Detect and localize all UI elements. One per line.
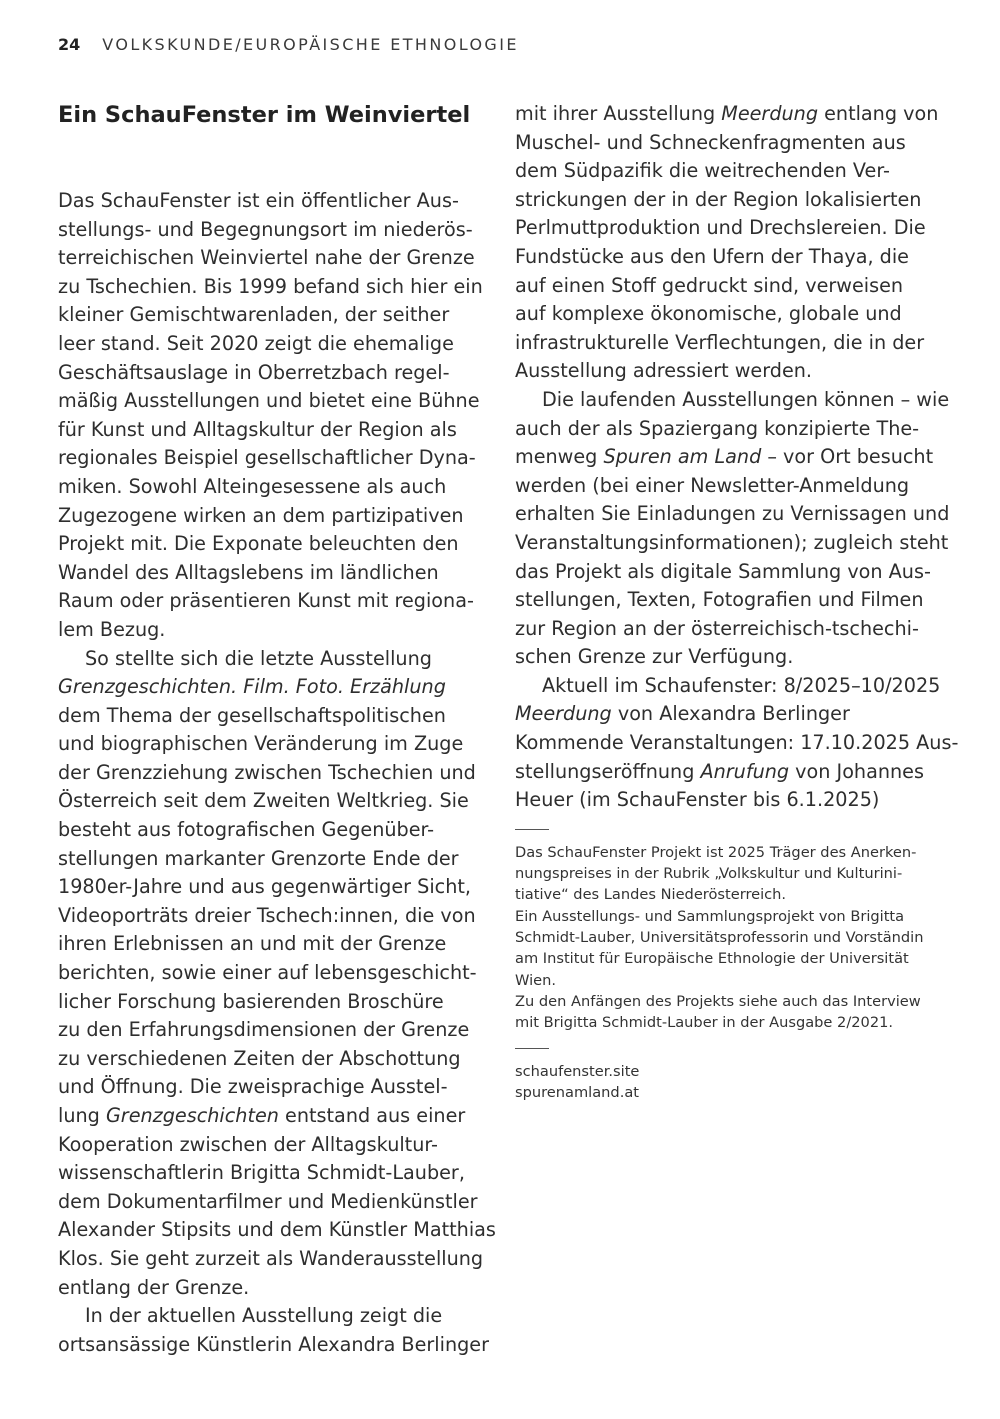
text-line: strickungen der in der Region lokalisierten xyxy=(515,187,922,211)
text-line: Videoporträts dreier Tschech:innen, die von xyxy=(58,903,476,927)
text-line: berichten, sowie einer auf lebensgeschicht- xyxy=(58,961,477,985)
text-line xyxy=(515,100,955,129)
text-line: leer stand. Seit 2020 zeigt die ehemalige xyxy=(58,331,454,355)
text-span: von Alexandra Berlinger xyxy=(611,702,850,726)
text-line: regionales Beispiel gesellschaftlicher Dyna- xyxy=(58,446,476,470)
paragraph-current xyxy=(58,1302,488,1359)
text-line xyxy=(58,673,488,702)
text-line: und Öffnung. Die zweisprachige Ausstel- xyxy=(58,1075,448,1099)
text-line: ihren Erlebnissen an und mit der Grenze xyxy=(58,932,447,956)
text-span: stellungseröffnung xyxy=(515,759,701,783)
text-line: Kommende Veranstaltungen: 17.10.2025 Aus- xyxy=(515,731,959,755)
text-line: Muschel- und Schneckenfragmenten aus xyxy=(515,130,906,154)
text-line: licher Forschung basierenden Broschüre xyxy=(58,989,444,1013)
note-line: Das SchauFenster Projekt ist 2025 Träger des Anerken- xyxy=(515,843,917,861)
text-line: Projekt mit. Die Exponate beleuchten den xyxy=(58,532,459,556)
divider xyxy=(515,829,549,830)
text-line xyxy=(58,1102,488,1131)
text-span: von Johannes xyxy=(789,759,924,783)
text-line: Ausstellung adressiert werden. xyxy=(515,359,813,383)
text-line: werden (bei einer Newsletter-Anmeldung xyxy=(515,473,910,497)
text-line: zu Tschechien. Bis 1999 befand sich hier ein xyxy=(58,274,483,298)
exhibition-title: Anrufung xyxy=(700,759,790,783)
text-line: Perlmuttproduktion und Drechslereien. Die xyxy=(515,216,926,240)
text-line: dem Südpazifik die weitrechenden Ver- xyxy=(515,159,890,183)
exhibition-title: Meerdung xyxy=(721,102,818,125)
text-line: mäßig Ausstellungen und bietet eine Bühne xyxy=(58,389,480,413)
text-line: miken. Sowohl Alteingesessene als auch xyxy=(58,474,447,498)
page-number: 24 xyxy=(58,35,81,54)
divider xyxy=(515,1048,549,1049)
text-line: Heuer (im SchauFenster bis 6.1.2025) xyxy=(515,788,880,812)
paragraph-intro xyxy=(58,187,488,645)
footnotes xyxy=(515,842,955,1034)
note-line: Zu den Anfängen des Projekts siehe auch das Interview xyxy=(515,992,921,1010)
link-schaufenster[interactable]: schaufenster.site xyxy=(515,1062,640,1080)
section-title: VOLKSKUNDE/EUROPÄISCHE ETHNOLOGIE xyxy=(102,35,519,54)
note-line: tiative“ des Landes Niederösterreich. xyxy=(515,886,787,904)
text-line: auf komplexe ökonomische, globale und xyxy=(515,302,902,326)
text-line: Österreich seit dem Zweiten Weltkrieg. Sie xyxy=(58,789,469,813)
text-line: Geschäftsauslage in Oberretzbach regel- xyxy=(58,360,450,384)
link-spurenamland[interactable]: spurenamland.at xyxy=(515,1083,639,1101)
links xyxy=(515,1061,955,1104)
text-line: Klos. Sie geht zurzeit als Wanderausstellung xyxy=(58,1246,484,1270)
text-line: auch der als Spaziergang konzipierte The- xyxy=(515,416,920,440)
note-line: Ein Ausstellungs- und Sammlungsprojekt von Brigitta xyxy=(515,907,905,925)
text-line xyxy=(515,700,955,729)
text-line: für Kunst und Alltagskultur der Region als xyxy=(58,417,457,441)
text-line: Fundstücke aus den Ufern der Thaya, die xyxy=(515,244,909,268)
paragraph-schedule xyxy=(515,672,959,815)
text-span: menweg xyxy=(515,445,604,469)
note-line: mit Brigitta Schmidt-Lauber in der Ausgabe 2/2021. xyxy=(515,1014,894,1032)
text-line: zu den Erfahrungsdimensionen der Grenze xyxy=(58,1018,470,1042)
text-line: und biographischen Veränderung im Zuge xyxy=(58,732,464,756)
left-column xyxy=(58,100,496,1359)
text-line: Zugezogene wirken an dem partizipativen xyxy=(58,503,464,527)
text-line: Raum oder präsentieren Kunst mit regiona- xyxy=(58,589,474,613)
text-line: Veranstaltungsinformationen); zugleich steht xyxy=(515,530,949,554)
text-line: dem Dokumentarfilmer und Medienkünstler xyxy=(58,1189,478,1213)
text-line: In der aktuellen Ausstellung zeigt die xyxy=(85,1304,443,1328)
text-line: der Grenzziehung zwischen Tschechien und xyxy=(58,760,476,784)
text-line: zur Region an der österreichisch-tschechi- xyxy=(515,616,919,640)
note-line: Schmidt-Lauber, Universitätsprofessorin und Vorständin xyxy=(515,929,924,947)
article-title: Ein SchauFenster im Weinviertel xyxy=(58,102,471,128)
text-line: Das SchauFenster ist ein öffentlicher Aus- xyxy=(58,189,459,212)
text-span: – vor Ort besucht xyxy=(761,445,934,469)
text-line: lem Bezug. xyxy=(58,617,166,641)
note-line: am Institut für Europäische Ethnologie der Universität xyxy=(515,950,909,968)
text-line: erhalten Sie Einladungen zu Vernissagen und xyxy=(515,502,950,526)
text-span: entlang von xyxy=(818,102,939,125)
text-span: entstand aus einer xyxy=(278,1104,466,1127)
text-line: So stellte sich die letzte Ausstellung xyxy=(85,646,432,670)
text-line: ortsansässige Künstlerin Alexandra Berlinger xyxy=(58,1332,489,1356)
text-line: das Projekt als digitale Sammlung von Aus- xyxy=(515,559,931,583)
text-line: entlang der Grenze. xyxy=(58,1275,250,1299)
themenweg-title: Spuren am Land xyxy=(603,445,762,469)
paragraph-visit xyxy=(515,386,955,672)
text-line: Alexander Stipsits und dem Künstler Matthias xyxy=(58,1218,496,1242)
text-line: auf einen Stoff gedruckt sind, verweisen xyxy=(515,273,904,297)
text-span: lung xyxy=(58,1104,106,1127)
text-line: stellungen, Texten, Fotografien und Filmen xyxy=(515,588,924,612)
note-line: Wien. xyxy=(515,971,557,989)
text-line: wissenschaftlerin Brigitta Schmidt-Lauber, xyxy=(58,1161,465,1185)
text-line xyxy=(515,443,955,472)
text-line: terreichischen Weinviertel nahe der Grenze xyxy=(58,246,475,270)
text-line: stellungen markanter Grenzorte Ende der xyxy=(58,846,459,870)
text-line: infrastrukturelle Verflechtungen, die in der xyxy=(515,330,925,354)
text-line: Wandel des Alltagslebens im ländlichen xyxy=(58,560,439,584)
running-head xyxy=(58,35,519,54)
text-line: besteht aus fotografischen Gegenüber- xyxy=(58,818,435,842)
paragraph-grenzgeschichten xyxy=(58,645,496,1303)
text-line: zu verschiedenen Zeiten der Abschottung xyxy=(58,1046,461,1070)
text-line: dem Thema der gesellschaftspolitischen xyxy=(58,703,446,727)
right-column xyxy=(515,100,959,1103)
text-line: Aktuell im Schaufenster: 8/2025–10/2025 xyxy=(542,673,941,697)
exhibition-title: Meerdung xyxy=(515,702,612,726)
text-line: schen Grenze zur Verfügung. xyxy=(515,645,794,669)
exhibition-title: Grenzgeschichten. Film. Foto. Erzählung xyxy=(58,675,446,699)
text-line: 1980er-Jahre und aus gegenwärtiger Sicht, xyxy=(58,875,471,899)
text-line: Die laufenden Ausstellungen können – wie xyxy=(542,387,950,411)
text-line: Kooperation zwischen der Alltagskultur- xyxy=(58,1132,438,1156)
text-line xyxy=(515,758,955,787)
paragraph-meerdung xyxy=(515,100,955,386)
exhibition-title: Grenzgeschichten xyxy=(105,1104,279,1127)
note-line: nungspreises in der Rubrik „Volkskultur und Kulturini- xyxy=(515,865,903,883)
text-line: kleiner Gemischtwarenladen, der seither xyxy=(58,303,450,327)
text-line: stellungs- und Begegnungsort im niederös- xyxy=(58,217,473,241)
text-span: mit ihrer Ausstellung xyxy=(515,102,722,125)
